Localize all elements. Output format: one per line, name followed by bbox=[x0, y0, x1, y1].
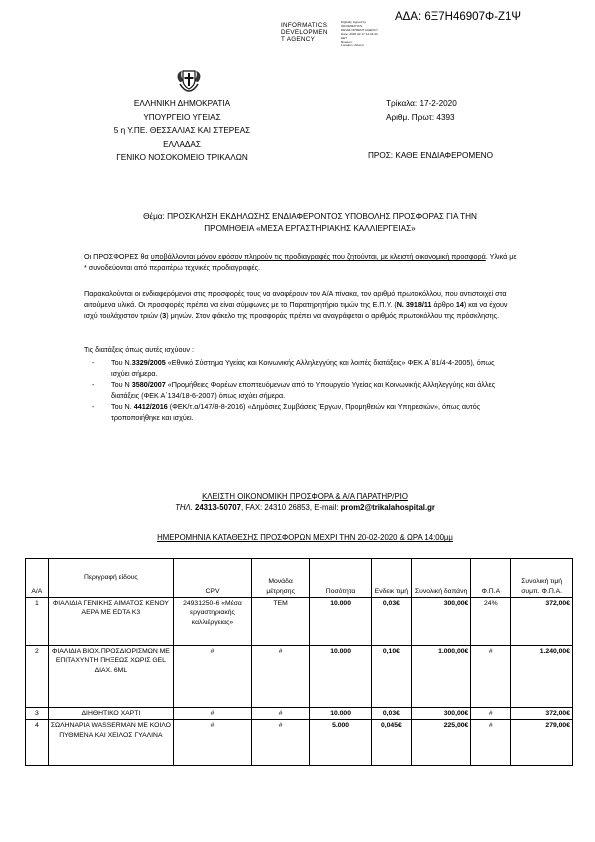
cell-description: ΦΙΑΛΙΔΙΑ ΒΙΟΧ.ΠΡΟΣΔΙΟΡΙΣΜΩΝ ΜΕ ΕΠΙΤΑΧΥΝΤΗ ΠΗΞΕΩΣ ΧΩΡΙΣ GEL ΔΙΑΧ. 6ML bbox=[48, 646, 173, 708]
laws-list bbox=[84, 358, 514, 425]
header-total-with-vat: Συνολική τιμή συμπ. Φ.Π.Α. bbox=[511, 559, 573, 598]
text-span: Του Ν bbox=[111, 380, 132, 390]
text-span: . Υλικά με * συνοδεύονται από περαιτέρω τεχνικές προδιαγραφές. bbox=[84, 252, 517, 272]
underlined-text: υποβάλλονται μόνον εφόσον πληρούν τις προδιαγραφές που ζητούνται, με κλειστή οικονομική προσφορά bbox=[150, 252, 486, 261]
issuer-line: ΓΕΝΙΚΟ ΝΟΣΟΚΟΜΕΙΟ ΤΡΙΚΑΛΩΝ bbox=[116, 153, 248, 163]
table-row bbox=[26, 646, 573, 708]
subject-heading bbox=[100, 211, 520, 234]
stamp-line: INFORMATICS bbox=[341, 23, 363, 28]
date-line: Τρίκαλα: 17-2-2020 bbox=[386, 99, 457, 108]
cell-description: ΦΙΑΛΙΔΙΑ ΓΕΝΙΚΗΣ ΑΙΜΑΤΟΣ ΚΕΝΟΥ ΑΕΡΑ ΜΕ EDTA K3 bbox=[48, 598, 173, 646]
deadline-text: ΗΜΕΡΟΜΗΝΙΑ ΚΑΤΑΘΕΣΗΣ ΠΡΟΣΦΟΡΩΝ ΜΕΧΡΙ ΤΗΝ 20-02-2020 & ΩΡΑ 14:00μμ bbox=[157, 533, 453, 542]
bold-text: 14 bbox=[455, 300, 464, 309]
cell-quantity: 10.000 bbox=[310, 598, 372, 646]
header-quantity: Ποσότητα bbox=[310, 559, 372, 598]
cell-unit: # bbox=[251, 720, 309, 766]
cell-unit: ΤΕΜ bbox=[251, 598, 309, 646]
fax-number: , FAX: 24310 26853 bbox=[240, 503, 310, 513]
cell-total-with-vat: 372,00€ bbox=[511, 598, 573, 646]
bullet-dash: - bbox=[92, 402, 95, 412]
cell-aa: 1 bbox=[26, 598, 49, 646]
text-span: Οι ΠΡΟΣΦΟΡΕΣ θα bbox=[84, 252, 151, 261]
header-description: Περιγραφή είδους bbox=[48, 559, 173, 598]
cell-total: 225,00€ bbox=[411, 720, 470, 766]
subject-line: ΠΡΟΜΗΘΕΙΑ «ΜΕΣΑ ΕΡΓΑΣΤΗΡΙΑΚΗΣ ΚΑΛΛΙΕΡΓΕΙΑΣ» bbox=[204, 223, 416, 233]
agency-line: T AGENCY bbox=[281, 36, 316, 44]
cell-unit-price: 0,03€ bbox=[371, 598, 411, 646]
cell-vat: # bbox=[471, 708, 511, 720]
recipient-line: ΠΡΟΣ: ΚΑΘΕ ΕΝΔΙΑΦΕΡΟΜΕΝΟ bbox=[368, 151, 493, 160]
issuer-line: ΥΠΟΥΡΓΕΙΟ ΥΓΕΙΑΣ bbox=[143, 112, 221, 122]
cell-unit-price: 0,045€ bbox=[371, 720, 411, 766]
text-span: «Προμήθειες Φορέων εποπτευόμενων από το Υπουργείο Υγείας και Κοινωνικής Αλληλεγγύης και άλλες διατάξεις (ΦΕΚ Α΄134/18-6-2007) όπως ισχύει σήμερα. bbox=[111, 380, 496, 400]
law-number: 3580/2007 bbox=[131, 380, 166, 390]
cell-total-with-vat: 279,00€ bbox=[511, 720, 573, 766]
cell-unit: # bbox=[251, 708, 309, 720]
issuer-line: ΕΛΛΑΔΑΣ bbox=[163, 139, 201, 149]
cell-total-with-vat: 372,00€ bbox=[511, 708, 573, 720]
table-row bbox=[26, 598, 573, 646]
bold-text: 3 bbox=[162, 311, 167, 320]
email-link[interactable]: prom2@trikalahospital.gr bbox=[340, 503, 435, 513]
cell-total: 1.000,00€ bbox=[411, 646, 470, 708]
cell-cpv: # bbox=[174, 720, 252, 766]
cell-quantity: 10.000 bbox=[310, 708, 372, 720]
cell-vat: 24% bbox=[471, 598, 511, 646]
text-span: Παρακαλούνται οι ενδιαφερόμενοι στις προσφορές τους να αναφέρουν τον Α/Α πίνακα, τον αριθμό πρωτοκόλλου, που αντιστοιχεί στα αιτούμενα υλικά. Οι προσφορές πρέπει να είναι σύμφωνες με το Παρατηρητήριο τιμών της Ε.Π.Υ. ( bbox=[84, 289, 507, 309]
bullet-dash: - bbox=[92, 380, 95, 390]
table-row bbox=[26, 720, 573, 766]
cell-aa: 4 bbox=[26, 720, 49, 766]
stamp-line: DEVELOPMENT AGENCY bbox=[341, 27, 379, 32]
issuer-line: 5 η Υ.ΠΕ. ΘΕΣΣΑΛΙΑΣ ΚΑΙ ΣΤΕΡΕΑΣ bbox=[113, 126, 251, 136]
text-span: ) και να έχουν ισχύ τουλάχιστον τριών ( bbox=[84, 300, 508, 320]
cell-aa: 3 bbox=[26, 708, 49, 720]
cell-unit-price: 0,10€ bbox=[371, 646, 411, 708]
text-span: «Εθνικό Σύστημα Υγείας και Κοινωνικής Αλληλεγγύης και λοιπές διατάξεις» ΦΕΚ Α΄81/4-4-2005), όπως ισχύει σήμερα. bbox=[111, 358, 495, 378]
paragraph-offer-requirements bbox=[84, 288, 518, 321]
stamp-line: Digitally signed by bbox=[341, 20, 366, 24]
stamp-line: EET bbox=[341, 35, 348, 40]
cell-cpv: # bbox=[174, 708, 252, 720]
cell-description: ΔΙΗΘΗΤΙΚΟ ΧΑΡΤΙ bbox=[48, 708, 173, 720]
submission-deadline bbox=[70, 533, 540, 542]
law-number: 4412/2016 bbox=[133, 402, 168, 412]
laws-intro: Τις διατάξεις όπως αυτές ισχύουν : bbox=[84, 345, 194, 354]
stamp-line: Date: 2020.02.17 14:44:44 bbox=[341, 31, 378, 36]
cell-quantity: 5.000 bbox=[310, 720, 372, 766]
cell-quantity: 10.000 bbox=[310, 646, 372, 708]
phone-label: ΤΗΛ. bbox=[175, 503, 195, 513]
text-span: ) μηνών. Στον φάκελο της προσφοράς πρέπει να αναγράφεται ο αριθμός πρωτοκόλλου της πρόσκλησης. bbox=[166, 311, 500, 320]
law-number: 3329/2005 bbox=[131, 358, 166, 367]
agency-line: INFORMATICS bbox=[281, 22, 328, 29]
bullet-dash: - bbox=[92, 358, 95, 367]
cell-unit: # bbox=[251, 646, 309, 708]
items-table bbox=[25, 558, 573, 766]
cell-cpv: # bbox=[174, 646, 252, 708]
agency-line: DEVELOPMEN bbox=[281, 29, 328, 37]
cell-vat: # bbox=[471, 646, 511, 708]
email-label: , E-mail: bbox=[309, 503, 341, 513]
signature-agency-label bbox=[281, 22, 328, 44]
issuer-block bbox=[88, 97, 276, 165]
stamp-line: Reason: bbox=[341, 39, 353, 44]
text-span: Του Ν. bbox=[111, 402, 134, 412]
stamp-line: Location: Athens bbox=[341, 43, 364, 48]
header-unit-price: Ενδεικ τιμή bbox=[371, 559, 411, 598]
contact-title: ΚΛΕΙΣΤΗ ΟΙΚΟΝΟΜΙΚΗ ΠΡΟΣΦΟΡΑ & Α/Α ΠΑΡΑΤΗΡ/ΡΙΟ bbox=[202, 492, 408, 501]
signature-stamp-text bbox=[341, 21, 378, 48]
greek-coat-of-arms-emblem bbox=[174, 68, 204, 93]
date-protocol-block bbox=[386, 97, 457, 124]
cell-total: 300,00€ bbox=[411, 708, 470, 720]
cell-vat: # bbox=[471, 720, 511, 766]
subject-line: Θέμα: ΠΡΟΣΚΛΗΣΗ ΕΚΔΗΛΩΣΗΣ ΕΝΔΙΑΦΕΡΟΝΤΟΣ ΥΠΟΒΟΛΗΣ ΠΡΟΣΦΟΡΑΣ ΓΙΑ ΤΗΝ bbox=[143, 212, 477, 221]
header-vat: Φ.Π.Α bbox=[471, 559, 511, 598]
paragraph-submission-rules bbox=[84, 251, 518, 273]
contact-block bbox=[70, 491, 540, 513]
cell-description: ΣΩΛΗΝΑΡΙΑ WASSERMAN ΜΕ ΚΟΙΛΟ ΠΥΘΜΕΝΑ ΚΑΙ ΧΕΙΛΟΣ ΓΥΑΛΙΝΑ bbox=[48, 720, 173, 766]
list-item bbox=[84, 380, 514, 401]
cell-unit-price: 0,03€ bbox=[371, 708, 411, 720]
header-cpv: CPV bbox=[174, 559, 252, 598]
cell-cpv: 24931250-6 «Μέσα εργαστηριακής καλλιέργειας» bbox=[174, 598, 252, 646]
text-span: (ΦΕΚ/τ.α/147/8-8-2016) «Δημόσιες Συμβάσεις Έργων, Προμηθειών και Υπηρεσιών», όπως αυτός τροποποιήθηκε και ισχύει. bbox=[111, 402, 481, 422]
protocol-number: Αριθμ. Πρωτ: 4393 bbox=[386, 112, 455, 122]
text-span: άρθρο bbox=[431, 300, 456, 309]
list-item bbox=[84, 402, 514, 423]
cell-total: 300,00€ bbox=[411, 598, 470, 646]
cell-aa: 2 bbox=[26, 646, 49, 708]
table-header-row bbox=[26, 559, 573, 598]
header-unit: Μονάδα μέτρησης bbox=[251, 559, 309, 598]
list-item bbox=[84, 358, 514, 379]
header-aa: Α/Α bbox=[26, 559, 49, 598]
text-span: Του Ν. bbox=[111, 358, 132, 367]
cell-total-with-vat: 1.240,00€ bbox=[511, 646, 573, 708]
phone-number: 24313-50707 bbox=[195, 503, 241, 513]
ada-code: ΑΔΑ: 6Ξ7Η46907Φ-Ζ1Ψ bbox=[395, 11, 521, 23]
header-total: Συνολική δαπάνη bbox=[411, 559, 470, 598]
bold-text: Ν. 3918/11 bbox=[396, 300, 432, 309]
table-row bbox=[26, 708, 573, 720]
issuer-line: ΕΛΛΗΝΙΚΗ ΔΗΜΟΚΡΑΤΙΑ bbox=[133, 99, 231, 108]
